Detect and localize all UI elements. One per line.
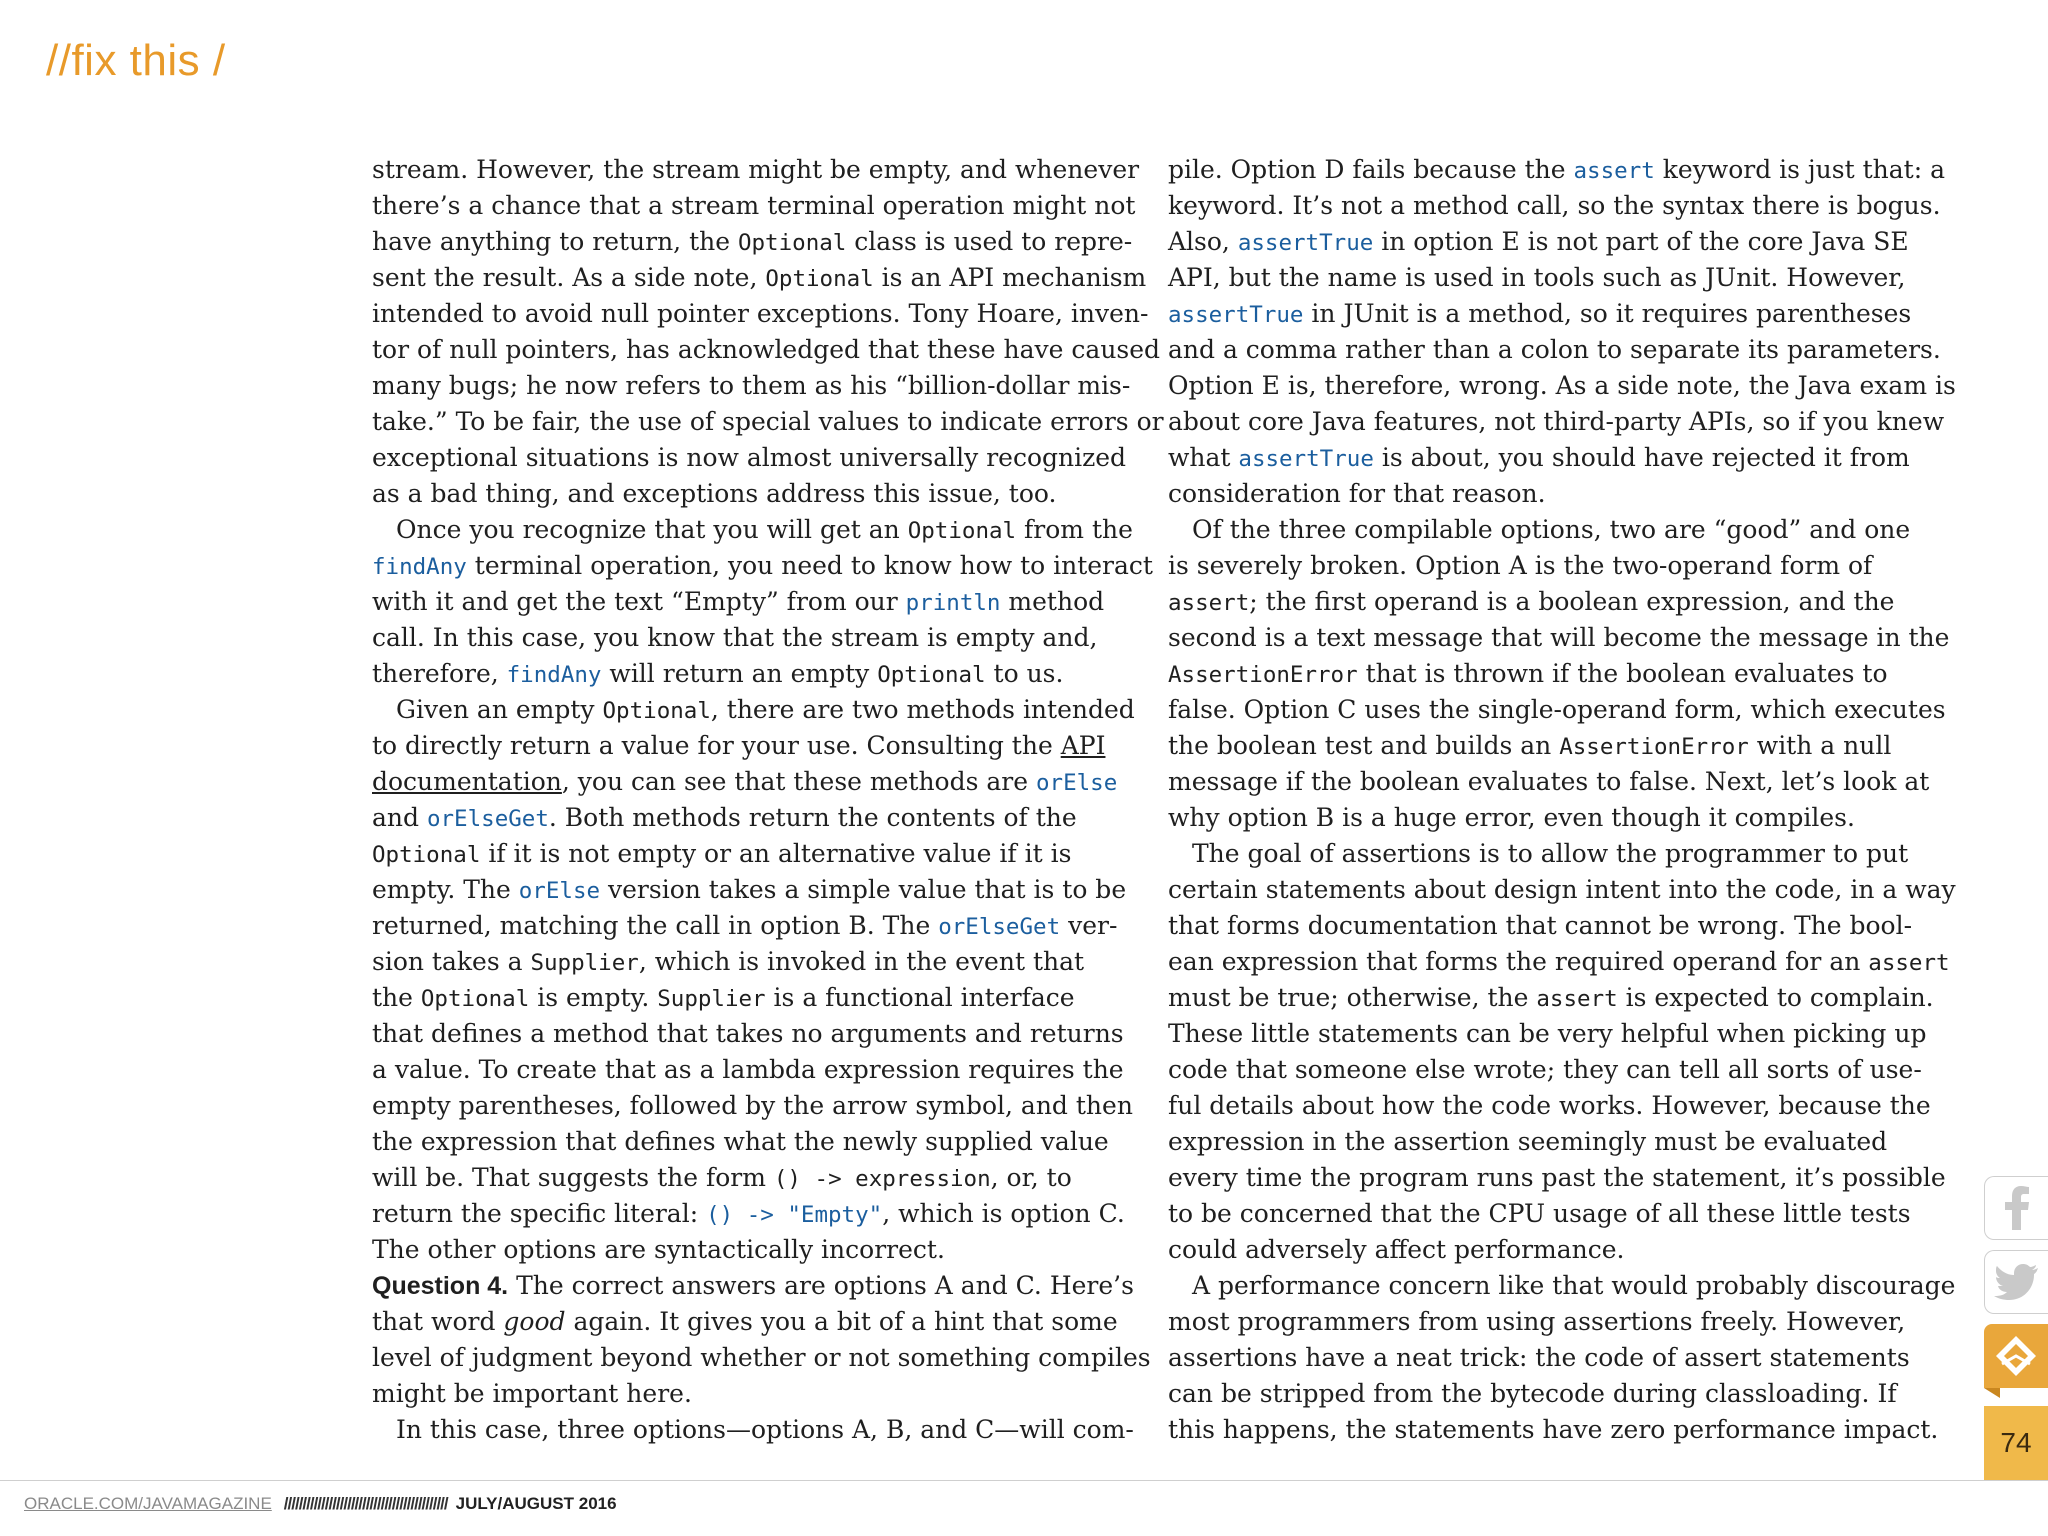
code-asserttrue: assertTrue	[1168, 302, 1304, 328]
footer-divider	[0, 1480, 2048, 1481]
code-assertionerror: AssertionError	[1559, 734, 1749, 760]
code-optional: Optional	[602, 698, 711, 724]
text-line	[372, 980, 1124, 1016]
text-line: about core Java features, not third-party APIs, so if you knew	[1168, 407, 1945, 436]
text-line	[372, 512, 1133, 548]
text-line	[1168, 944, 1950, 980]
page-number: 74	[1984, 1406, 2048, 1480]
text-line: empty parentheses, followed by the arrow symbol, and then	[372, 1091, 1133, 1120]
paragraph	[372, 1412, 1134, 1448]
text-line: certain statements about design intent into the code, in a way	[1168, 875, 1956, 904]
section-title: //fix this /	[46, 36, 226, 85]
text-line: could adversely affect performance.	[1168, 1235, 1625, 1264]
text-span: The correct answers are options A and C. Here’s	[508, 1271, 1134, 1300]
text-span: ver-	[1060, 911, 1118, 940]
paragraph	[1168, 512, 1950, 836]
footer	[24, 1494, 617, 1514]
text-line: why option B is a huge error, even though it compiles.	[1168, 803, 1855, 832]
text-line	[372, 872, 1127, 908]
text-span: , you can see that these methods are	[561, 767, 1036, 796]
text-span: , or, to	[990, 1163, 1072, 1192]
text-span: empty. The	[372, 875, 519, 904]
text-line: is severely broken. Option A is the two-operand form of	[1168, 551, 1873, 580]
text-span: if it is not empty or an alternative value if it is	[480, 839, 1072, 868]
paragraph	[372, 692, 1135, 1268]
text-line: keyword. It’s not a method call, so the syntax there is bogus.	[1168, 191, 1941, 220]
code-supplier: Supplier	[657, 986, 766, 1012]
paragraph	[1168, 836, 1956, 1268]
text-line: most programmers from using assertions freely. However,	[1168, 1307, 1906, 1336]
text-span: have anything to return, the	[372, 227, 738, 256]
text-line	[372, 584, 1124, 620]
text-line	[1168, 440, 1920, 476]
code-orelseget: orElseGet	[938, 914, 1061, 940]
footer-separator: ////////////////////////////////////////////	[283, 1494, 448, 1513]
text-line	[372, 800, 1124, 836]
text-line: that forms documentation that cannot be wrong. The bool-	[1168, 911, 1913, 940]
text-span: to directly return a value for your use. Consulting the	[372, 731, 1061, 760]
site-link[interactable]: ORACLE.COM/JAVAMAGAZINE	[24, 1494, 272, 1513]
text-span: will be. That suggests the form	[372, 1163, 774, 1192]
text-span: method	[1000, 587, 1105, 616]
text-line: can be stripped from the bytecode during classloading. If	[1168, 1379, 1897, 1408]
text-span: ; the first operand is a boolean expression, and the	[1249, 587, 1895, 616]
text-line: Option E is, therefore, wrong. As a side note, the Java exam is	[1168, 371, 1956, 400]
text-line	[372, 656, 1124, 692]
text-span: class is used to repre-	[846, 227, 1133, 256]
text-line: A performance concern like that would probably discourage	[1192, 1271, 1956, 1300]
code-supplier: Supplier	[530, 950, 639, 976]
text-span: is about, you should have rejected it from	[1373, 443, 1910, 472]
text-line	[1168, 584, 1920, 620]
text-line	[372, 728, 1124, 764]
text-span: therefore,	[372, 659, 507, 688]
code-asserttrue: assertTrue	[1237, 230, 1374, 256]
text-span: , there are two methods intended	[710, 695, 1135, 724]
text-line: this happens, the statements have zero performance impact.	[1168, 1415, 1939, 1444]
code-orelse: orElse	[1035, 770, 1118, 796]
code-optional: Optional	[907, 518, 1017, 544]
text-span: Given an empty	[396, 695, 603, 724]
text-line: Of the three compilable options, two are “good” and one	[1192, 515, 1911, 544]
api-documentation-link[interactable]: API	[1060, 731, 1106, 760]
code-findany: findAny	[372, 554, 467, 580]
text-span: again. It gives you a bit of a hint that some	[565, 1307, 1118, 1336]
code-assert: assert	[1868, 950, 1950, 976]
spotlight-icon	[1994, 1334, 2038, 1378]
text-line: API, but the name is used in tools such as JUnit. However,	[1168, 263, 1906, 292]
text-line: false. Option C uses the single-operand form, which executes	[1168, 695, 1946, 724]
text-line	[1168, 296, 1920, 332]
text-line	[372, 764, 1124, 800]
spotlight-button[interactable]	[1984, 1324, 2048, 1388]
text-line: consideration for that reason.	[1168, 479, 1546, 508]
text-span: that is thrown if the boolean evaluates to	[1357, 659, 1888, 688]
paragraph	[1168, 1268, 1956, 1448]
text-line: message if the boolean evaluates to false. Next, let’s look at	[1168, 767, 1930, 796]
api-documentation-link[interactable]: documentation	[372, 767, 562, 796]
text-line: assertions have a neat trick: the code of assert statements	[1168, 1343, 1910, 1372]
twitter-icon	[1995, 1264, 2039, 1300]
text-span: returned, matching the call in option B. The	[372, 911, 939, 940]
text-line: exceptional situations is now almost universally recognized	[372, 443, 1127, 472]
paragraph	[372, 152, 1164, 512]
code-optional: Optional	[420, 986, 530, 1012]
text-span: in JUnit is a method, so it requires parentheses	[1303, 299, 1912, 328]
text-line: second is a text message that will become the message in the	[1168, 623, 1950, 652]
paragraph	[1168, 152, 1956, 512]
text-line: that defines a method that takes no arguments and returns	[372, 1019, 1124, 1048]
text-span: the boolean test and builds an	[1168, 731, 1560, 760]
spotlight-tab-tail	[1984, 1388, 2000, 1398]
text-span: in option E is not part of the core Java SE	[1373, 227, 1909, 256]
text-line: a value. To create that as a lambda expression requires the	[372, 1055, 1124, 1084]
question-heading: Question 4.	[372, 1272, 509, 1300]
text-line	[372, 260, 1147, 296]
text-line: to be concerned that the CPU usage of all these little tests	[1168, 1199, 1911, 1228]
code-assertionerror: AssertionError	[1168, 662, 1358, 688]
code-optional: Optional	[737, 230, 847, 256]
text-line	[1168, 980, 1934, 1016]
code-asserttrue: assertTrue	[1238, 446, 1374, 472]
text-span: is an API mechanism	[873, 263, 1147, 292]
text-line: might be important here.	[372, 1379, 692, 1408]
text-line	[1168, 728, 1920, 764]
text-span: terminal operation, you need to know how to interact	[466, 551, 1153, 580]
text-span: sion takes a	[372, 947, 531, 976]
text-line	[372, 692, 1135, 728]
text-line: call. In this case, you know that the stream is empty and,	[372, 623, 1098, 652]
text-line: The other options are syntactically incorrect.	[372, 1235, 945, 1264]
text-span: must be true; otherwise, the	[1168, 983, 1537, 1012]
paragraph	[372, 1268, 1151, 1412]
text-span: the	[372, 983, 421, 1012]
text-line	[372, 1304, 1124, 1340]
text-span: with it and get the text “Empty” from our	[372, 587, 906, 616]
text-span: is a functional interface	[765, 983, 1075, 1012]
text-line: there’s a chance that a stream terminal operation might not	[372, 191, 1136, 220]
code-assert: assert	[1573, 158, 1655, 184]
text-line: take.” To be fair, the use of special values to indicate errors or	[372, 407, 1164, 436]
code-assert: assert	[1168, 590, 1250, 616]
text-line: code that someone else wrote; they can tell all sorts of use-	[1168, 1055, 1922, 1084]
text-line	[372, 908, 1124, 944]
issue-date: JULY/AUGUST 2016	[455, 1494, 617, 1513]
text-line: stream. However, the stream might be empty, and whenever	[372, 155, 1140, 184]
text-span: , which is option C.	[882, 1199, 1125, 1228]
text-span: keyword is just that: a	[1654, 155, 1945, 184]
text-line	[372, 224, 1133, 260]
code-optional: Optional	[765, 266, 874, 292]
code-lambda-form: () -> expression	[773, 1166, 991, 1192]
facebook-icon	[2000, 1186, 2034, 1230]
text-span: pile. Option D fails because the	[1168, 155, 1574, 184]
text-line: ful details about how the code works. However, because the	[1168, 1091, 1931, 1120]
text-line: and a comma rather than a colon to separate its parameters.	[1168, 335, 1941, 364]
emphasis: good	[503, 1307, 566, 1336]
code-optional: Optional	[372, 842, 481, 868]
code-orelseget: orElseGet	[426, 806, 549, 832]
text-line	[372, 836, 1124, 872]
text-line: These little statements can be very helpful when picking up	[1168, 1019, 1927, 1048]
article-column-left	[372, 152, 1164, 1452]
text-span: will return an empty	[601, 659, 878, 688]
text-line: tor of null pointers, has acknowledged that these have caused	[372, 335, 1161, 364]
text-span: return the specific literal:	[372, 1199, 707, 1228]
text-span: and	[372, 803, 427, 832]
text-line	[372, 1160, 1124, 1196]
twitter-share-button[interactable]	[1984, 1250, 2048, 1314]
article-column-right	[1168, 152, 1956, 1452]
text-span: sent the result. As a side note,	[372, 263, 766, 292]
code-findany: findAny	[506, 662, 602, 688]
text-line: the expression that defines what the newly supplied value	[372, 1127, 1109, 1156]
text-line: intended to avoid null pointer exceptions. Tony Hoare, inven-	[372, 299, 1149, 328]
text-span: Once you recognize that you will get an	[396, 515, 908, 544]
text-span: what	[1168, 443, 1239, 472]
text-span: to us.	[985, 659, 1064, 688]
text-line	[1168, 224, 1920, 260]
text-line: level of judgment beyond whether or not something compiles	[372, 1343, 1151, 1372]
text-line	[372, 1196, 1124, 1232]
text-line	[1168, 656, 1920, 692]
code-assert: assert	[1536, 986, 1618, 1012]
text-span: that word	[372, 1307, 504, 1336]
text-span: is empty.	[529, 983, 658, 1012]
code-println: println	[905, 590, 1001, 616]
paragraph	[372, 512, 1153, 692]
text-line: expression in the assertion seemingly must be evaluated	[1168, 1127, 1888, 1156]
text-line: The goal of assertions is to allow the programmer to put	[1192, 839, 1909, 868]
text-span: with a null	[1748, 731, 1892, 760]
facebook-share-button[interactable]	[1984, 1176, 2048, 1240]
text-span: Also,	[1168, 227, 1238, 256]
code-optional: Optional	[877, 662, 986, 688]
text-span: , which is invoked in the event that	[638, 947, 1085, 976]
text-span: from the	[1016, 515, 1133, 544]
code-lambda-literal: () -> "Empty"	[706, 1202, 883, 1228]
code-orelse: orElse	[518, 878, 601, 904]
text-line: many bugs; he now refers to them as his “billion-dollar mis-	[372, 371, 1131, 400]
text-line	[372, 1268, 1134, 1304]
text-line	[372, 548, 1153, 584]
text-line: In this case, three options—options A, B, and C—will com-	[396, 1415, 1134, 1444]
text-span: is expected to complain.	[1617, 983, 1934, 1012]
text-span: . Both methods return the contents of the	[548, 803, 1077, 832]
text-span: version takes a simple value that is to be	[600, 875, 1127, 904]
text-line: every time the program runs past the statement, it’s possible	[1168, 1163, 1946, 1192]
text-line	[1168, 152, 1945, 188]
text-span: ean expression that forms the required operand for an	[1168, 947, 1869, 976]
text-line: as a bad thing, and exceptions address this issue, too.	[372, 479, 1057, 508]
text-line	[372, 944, 1124, 980]
